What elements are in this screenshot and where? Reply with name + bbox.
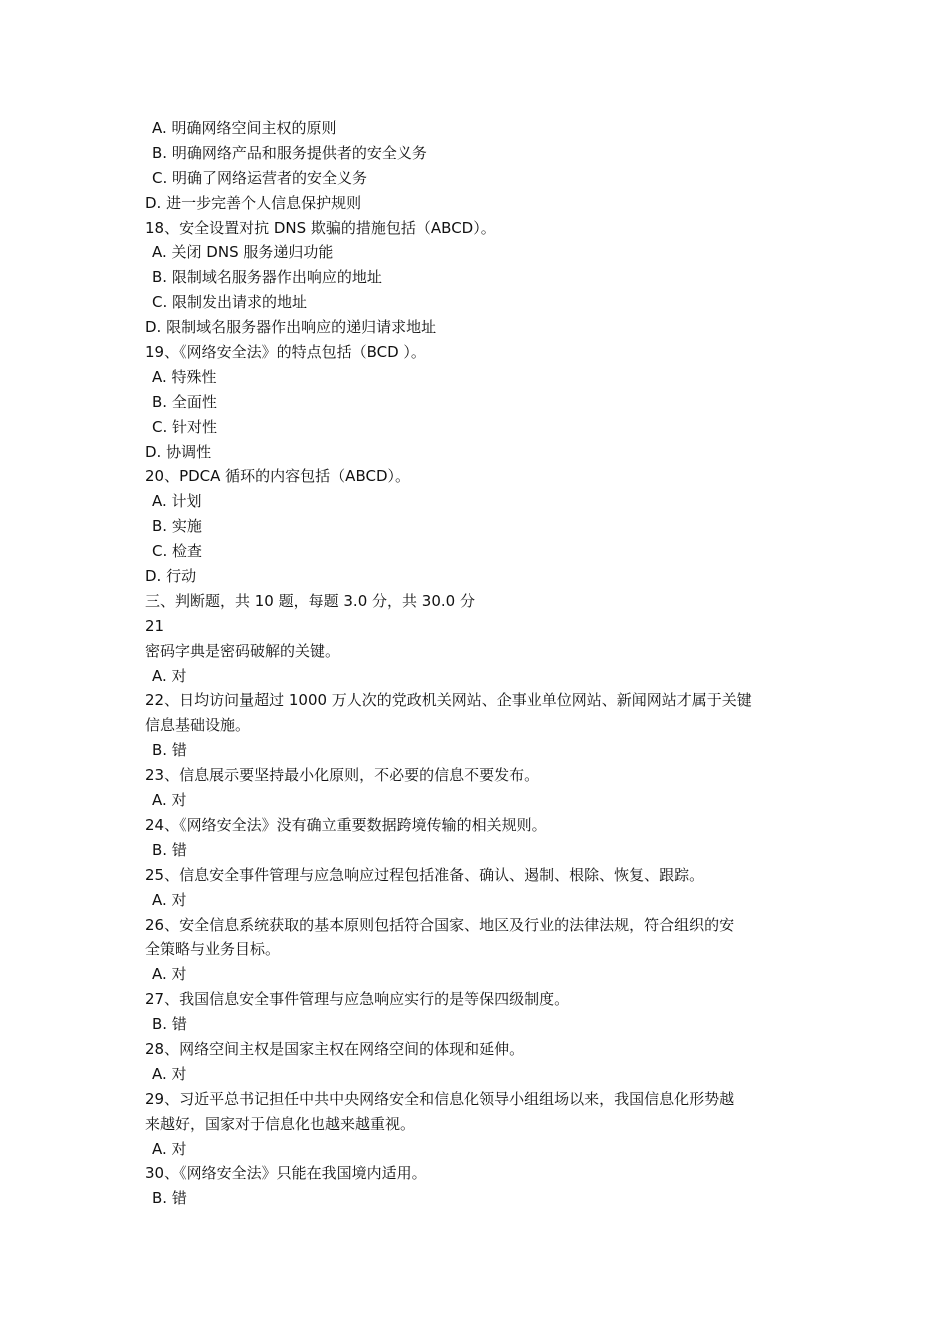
question-22: 22、日均访问量超过 1000 万人次的党政机关网站、企事业单位网站、新闻网站才属于关键 (145, 691, 752, 710)
question-27: 27、我国信息安全事件管理与应急响应实行的是等保四级制度。 (145, 990, 570, 1009)
answer-23: A. 对 (152, 791, 187, 810)
answer-28: A. 对 (152, 1064, 187, 1083)
question-26-continued: 全策略与业务目标。 (145, 940, 281, 959)
question-24: 24、《网络安全法》没有确立重要数据跨境传输的相关规则。 (145, 815, 547, 834)
question-23: 23、信息展示要坚持最小化原则，不必要的信息不要发布。 (145, 766, 540, 785)
option-20b: B. 实施 (152, 517, 202, 536)
question-22-continued: 信息基础设施。 (145, 716, 251, 735)
option-18b: B. 限制域名服务器作出响应的地址 (152, 268, 382, 287)
question-20: 20、PDCA 循环的内容包括（ABCD）。 (145, 467, 410, 486)
question-18: 18、安全设置对抗 DNS 欺骗的措施包括（ABCD）。 (145, 218, 496, 237)
option-19a: A. 特殊性 (152, 367, 217, 386)
option-20c: C. 检查 (152, 542, 203, 561)
question-21: 密码字典是密码破解的关键。 (145, 641, 341, 660)
answer-22: B. 错 (152, 741, 187, 760)
option-17c: C. 明确了网络运营者的安全义务 (152, 168, 368, 187)
question-19: 19、《网络安全法》的特点包括（BCD ）。 (145, 343, 426, 362)
answer-21: A. 对 (152, 666, 187, 685)
option-19c: C. 针对性 (152, 417, 218, 436)
question-21-number: 21 (145, 616, 165, 635)
answer-30: B. 错 (152, 1189, 187, 1208)
option-18a: A. 关闭 DNS 服务递归功能 (152, 243, 334, 262)
option-18c: C. 限制发出请求的地址 (152, 293, 308, 312)
option-17d: D. 进一步完善个人信息保护规则 (145, 193, 362, 212)
answer-24: B. 错 (152, 840, 187, 859)
question-28: 28、网络空间主权是国家主权在网络空间的体现和延伸。 (145, 1039, 525, 1058)
answer-25: A. 对 (152, 890, 187, 909)
question-25: 25、信息安全事件管理与应急响应过程包括准备、确认、遏制、根除、恢复、跟踪。 (145, 865, 705, 884)
question-26: 26、安全信息系统获取的基本原则包括符合国家、地区及行业的法律法规，符合组织的安 (145, 915, 735, 934)
section-heading-true-false: 三、判断题，共 10 题，每题 3.0 分，共 30.0 分 (145, 591, 475, 610)
option-17a: A. 明确网络空间主权的原则 (152, 119, 337, 137)
question-30: 30、《网络安全法》只能在我国境内适用。 (145, 1164, 427, 1183)
answer-26: A. 对 (152, 965, 187, 984)
option-20d: D. 行动 (145, 567, 197, 586)
option-17b: B. 明确网络产品和服务提供者的安全义务 (152, 143, 427, 162)
option-18d: D. 限制域名服务器作出响应的递归请求地址 (145, 318, 437, 337)
option-20a: A. 计划 (152, 492, 202, 511)
question-29-continued: 来越好，国家对于信息化也越来越重视。 (145, 1114, 416, 1133)
answer-27: B. 错 (152, 1015, 187, 1034)
question-29: 29、习近平总书记担任中共中央网络安全和信息化领导小组组场以来，我国信息化形势越 (145, 1089, 735, 1108)
answer-29: A. 对 (152, 1139, 187, 1158)
option-19b: B. 全面性 (152, 392, 217, 411)
document-body (145, 116, 825, 1211)
option-19d: D. 协调性 (145, 442, 212, 461)
